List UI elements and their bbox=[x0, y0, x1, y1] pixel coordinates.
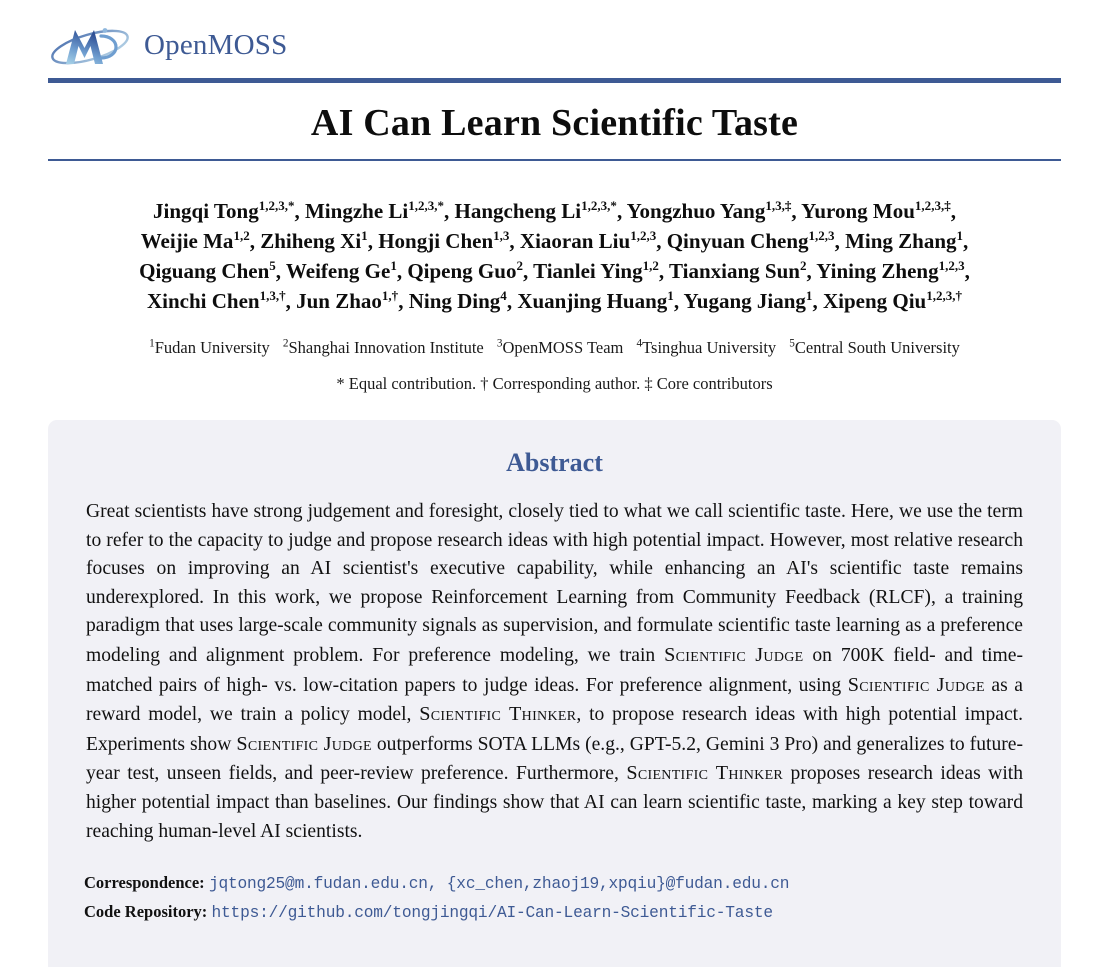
affiliation-name: Tsinghua University bbox=[642, 338, 777, 357]
affiliation-index: 4 bbox=[636, 337, 643, 350]
code-repository-label: Code Repository: bbox=[84, 902, 208, 921]
author-affil-marker: 1,3 bbox=[493, 228, 510, 243]
page-header bbox=[48, 16, 1061, 74]
affiliation-item bbox=[497, 338, 624, 357]
author-affil-marker: 1,2,3 bbox=[630, 228, 657, 243]
author-affil-marker: 1,3,† bbox=[259, 288, 286, 303]
affiliation-name: Central South University bbox=[794, 338, 960, 357]
author-affil-marker: 1,2,3,* bbox=[408, 198, 445, 213]
author-list bbox=[54, 196, 1055, 316]
code-repository-link[interactable]: https://github.com/tongjingqi/AI-Can-Learn-Scientific-Taste bbox=[211, 904, 773, 922]
model-name-scientific-judge: Scientific Judge bbox=[236, 732, 372, 755]
author-name: Zhiheng Xi bbox=[260, 229, 362, 253]
author-affil-marker: 5 bbox=[269, 258, 276, 273]
author-affil-marker: 1 bbox=[667, 288, 674, 303]
title-divider-thin bbox=[48, 159, 1061, 161]
author-affil-marker: 1,2,3,‡ bbox=[914, 198, 951, 213]
author-name: Hangcheng Li bbox=[454, 199, 582, 223]
logo-wordmark: OpenMOSS bbox=[144, 28, 288, 61]
author-name: Weifeng Ge bbox=[285, 259, 391, 283]
author-name: Yugang Jiang bbox=[683, 289, 806, 313]
author-affil-marker: 1 bbox=[361, 228, 368, 243]
author-affil-marker: 2 bbox=[516, 258, 523, 273]
author-line-3: Qiguang Chen$^5$, Weifeng Ge$^1$, Qipeng Guo$^2$, Tianlei Ying$^{1,2}$, Tianxiang Sun$^2$, Yining Zheng$^{1,2,3}$, bbox=[139, 258, 970, 283]
openmoss-m-orbit-icon bbox=[48, 22, 132, 68]
author-name: Qinyuan Cheng bbox=[666, 229, 809, 253]
author-affil-marker: 1,2,3 bbox=[938, 258, 965, 273]
author-name: Jun Zhao bbox=[296, 289, 382, 313]
author-name: Qipeng Guo bbox=[407, 259, 517, 283]
affiliation-name: OpenMOSS Team bbox=[502, 338, 624, 357]
affiliation-item bbox=[283, 338, 484, 357]
paper-meta bbox=[84, 869, 1024, 927]
abstract-text-segment: as a reward model, we train a policy model, bbox=[86, 674, 1023, 726]
author-name: Hongji Chen bbox=[378, 229, 494, 253]
abstract-heading: Abstract bbox=[506, 448, 603, 477]
abstract-text-segment: proposes research ideas with higher potential impact than baselines. Our findings show that AI can learn scientific taste, marking a key step toward reaching human-level AI scientists. bbox=[86, 763, 1024, 842]
author-name: Yongzhuo Yang bbox=[626, 199, 766, 223]
model-name-scientific-thinker: Scientific Thinker bbox=[626, 762, 784, 785]
affiliation-item bbox=[149, 338, 270, 357]
correspondence-line bbox=[84, 869, 1024, 898]
author-affil-marker: 1,2,3,* bbox=[581, 198, 617, 213]
author-affil-marker: 1,2,3,* bbox=[258, 198, 295, 213]
author-affil-marker: 2 bbox=[799, 258, 807, 273]
author-line-2: Weijie Ma$^{1,2}$, Zhiheng Xi$^1$, Hongji Chen$^{1,3}$, Xiaoran Liu$^{1,2,3}$, Qinyuan Cheng$^{1,2,3}$, Ming Zhang$^1$, bbox=[140, 228, 969, 253]
author-name: Yurong Mou bbox=[801, 199, 915, 223]
author-affil-marker: 1 bbox=[805, 288, 813, 303]
correspondence-emails[interactable]: jqtong25@m.fudan.edu.cn, {xc_chen,zhaoj19,xpqiu}@fudan.edu.cn bbox=[208, 875, 790, 893]
model-name-scientific-judge: Scientific Judge bbox=[847, 673, 985, 696]
author-affil-marker: 1 bbox=[956, 228, 964, 243]
author-line-1: Jingqi Tong$^{1,2,3,*}$, Mingzhe $Li^{1,2,3,*}$, Hangcheng $Li^{1,2,3,*}$, Yongzhuo Yang$^{1,3,\ddagger}$, Yurong Mou$^{1,2,3,\ddagger}$, bbox=[153, 198, 956, 223]
abstract-text-segment: , to propose research ideas with high potential impact. Experiments show bbox=[86, 704, 1024, 755]
author-affil-marker: 1,2,3,† bbox=[926, 288, 963, 303]
affiliation-index: 2 bbox=[282, 337, 289, 350]
author-affil-marker: 1,2,3 bbox=[808, 228, 835, 243]
author-name: Ning Ding bbox=[408, 289, 501, 313]
author-name: Xiaoran Liu bbox=[519, 229, 631, 253]
model-name-scientific-thinker: Scientific Thinker bbox=[419, 703, 577, 726]
author-name: Jingqi Tong bbox=[153, 199, 259, 223]
author-name: Xuanjing Huang bbox=[517, 289, 668, 313]
author-affil-marker: 1,2 bbox=[233, 228, 250, 243]
author-affil-marker: 1 bbox=[390, 258, 397, 273]
author-line-4: Xinchi Chen$^{1,3,\dagger}$, Jun Zhao$^{1,\dagger}$, Ning Ding$^4$, Xuanjing Huang$^1$, Yugang Jiang$^1$, Xipeng Qiu$^{1,2,3,\dagger}$ bbox=[146, 288, 963, 313]
affiliation-index: 3 bbox=[496, 337, 503, 350]
author-affil-marker: 1,3,‡ bbox=[765, 198, 792, 213]
affiliation-name: Shanghai Innovation Institute bbox=[288, 338, 484, 357]
author-name: Mingzhe Li bbox=[304, 199, 409, 223]
affiliation-name: Fudan University bbox=[154, 338, 270, 357]
author-name: Tianlei Ying bbox=[533, 259, 643, 283]
code-repository-line bbox=[84, 898, 1024, 927]
author-name: Yining Zheng bbox=[816, 259, 939, 283]
author-name: Weijie Ma bbox=[140, 229, 234, 253]
affiliation-index: 5 bbox=[789, 337, 795, 350]
author-name: Xinchi Chen bbox=[146, 289, 260, 313]
contribution-note: * Equal contribution. † Corresponding author. ‡ Core contributors bbox=[336, 374, 773, 393]
openmoss-logo bbox=[48, 22, 287, 68]
author-name: Ming Zhang bbox=[845, 229, 957, 253]
abstract-body bbox=[84, 498, 1025, 846]
model-name-scientific-judge: Scientific Judge bbox=[664, 643, 804, 666]
author-name: Xipeng Qiu bbox=[822, 289, 927, 313]
author-affil-marker: 1,2 bbox=[642, 258, 659, 273]
author-name: Qiguang Chen bbox=[139, 259, 270, 283]
header-divider-thick bbox=[48, 78, 1061, 83]
abstract-text-segment: on 700K field- and time-matched pairs of high- vs. low-citation papers to judge ideas. For preference alignment, using bbox=[86, 644, 1023, 696]
affiliation-item bbox=[789, 338, 960, 357]
author-name: Tianxiang Sun bbox=[669, 259, 800, 283]
author-affil-marker: 4 bbox=[500, 288, 507, 303]
affiliation-item bbox=[637, 338, 777, 357]
abstract-text-segment: Great scientists have strong judgement and foresight, closely tied to what we call scientific taste. Here, we use the term to refer to the capacity to judge and propose research ideas with high potential impact. However, most relative research focuses on improving an AI scientist's executive capability, while enhancing an AI's scientific taste remains underexplored. In this work, we propose Reinforcement Learning from Community Feedback (RLCF), a training paradigm that uses large-scale community signals as supervision, and formulate scientific taste learning as a preference modeling and alignment problem. For preference modeling, we train bbox=[86, 501, 1023, 666]
affiliation-list bbox=[54, 337, 1055, 359]
affiliation-index: 1 bbox=[149, 337, 155, 350]
correspondence-label: Correspondence: bbox=[84, 873, 205, 892]
abstract-text-segment: outperforms SOTA LLMs (e.g., GPT-5.2, Gemini 3 Pro) and generalizes to future-year test, unseen fields, and peer-review preference. Furthermore, bbox=[86, 733, 1023, 785]
page-title: AI Can Learn Scientific Taste bbox=[310, 102, 799, 144]
author-affil-marker: 1,† bbox=[381, 288, 399, 303]
